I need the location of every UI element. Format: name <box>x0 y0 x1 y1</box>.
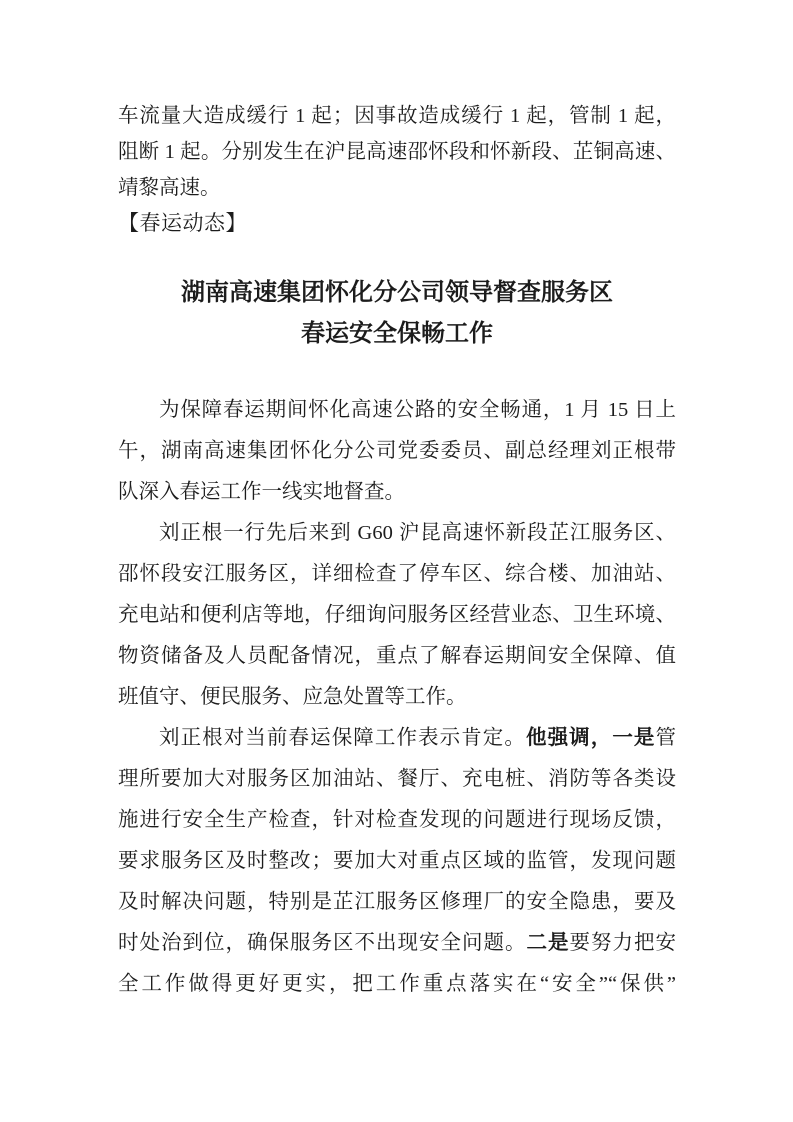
text-segment: 邵怀段安江服务区，详细检查了停车区、综合楼、加油站、 <box>118 563 676 585</box>
text-segment: 物资储备及人员配备情况，重点了解春运期间安全保障、值 <box>118 645 676 667</box>
text-segment: 管 <box>655 727 677 749</box>
page-content <box>118 98 676 1005</box>
text-line <box>118 964 676 1005</box>
text-line <box>118 472 676 513</box>
article-title-line-1: 湖南高速集团怀化分公司领导督查服务区 <box>181 279 613 306</box>
section-header: 【春运动态】 <box>118 212 247 235</box>
text-segment: 午，湖南高速集团怀化分公司党委委员、副总经理刘正根带 <box>118 440 676 462</box>
text-segment: 理所要加大对服务区加油站、餐厅、充电桩、消防等各类设 <box>118 768 676 790</box>
text-line <box>118 800 676 841</box>
continuation-paragraph <box>118 98 676 206</box>
text-segment: 班值守、便民服务、应急处置等工作。 <box>118 686 467 708</box>
text-line <box>118 882 676 923</box>
text-segment: 靖黎高速。 <box>118 177 221 199</box>
text-segment: 施进行安全生产检查，针对检查发现的问题进行现场反馈， <box>118 809 676 831</box>
text-line <box>118 554 676 595</box>
text-line <box>118 513 676 554</box>
text-line <box>118 923 676 964</box>
text-line <box>118 636 676 677</box>
text-line <box>118 431 676 472</box>
text-line <box>118 390 676 431</box>
text-segment: 车流量大造成缓行 1 起；因事故造成缓行 1 起，管制 1 起， <box>118 105 676 127</box>
article-title <box>118 272 676 354</box>
text-line <box>118 595 676 636</box>
text-segment: 要努力把安 <box>569 932 676 954</box>
text-segment: 全工作做得更好更实，把工作重点落实在“安全”“保供” <box>118 973 676 995</box>
text-segment: 队深入春运工作一线实地督查。 <box>118 481 405 503</box>
article-title-line-2: 春运安全保畅工作 <box>301 320 493 347</box>
text-line <box>118 677 676 718</box>
article-body <box>118 390 676 1005</box>
text-segment: 充电站和便利店等地，仔细询问服务区经营业态、卫生环境、 <box>118 604 676 626</box>
text-segment: 阻断 1 起。分别发生在沪昆高速邵怀段和怀新段、芷铜高速、 <box>118 141 676 163</box>
text-line <box>118 170 676 206</box>
text-line <box>118 759 676 800</box>
text-line <box>118 718 676 759</box>
text-segment: 要求服务区及时整改；要加大对重点区域的监管，发现问题 <box>118 850 676 872</box>
text-line <box>118 98 676 134</box>
text-segment: 为保障春运期间怀化高速公路的安全畅通，1 月 15 日上 <box>159 399 676 421</box>
bold-text-segment: 他强调，一是 <box>525 727 656 749</box>
text-segment: 及时解决问题，特别是芷江服务区修理厂的安全隐患，要及 <box>118 891 676 913</box>
bold-text-segment: 二是 <box>526 932 570 954</box>
text-segment: 时处治到位，确保服务区不出现安全问题。 <box>118 932 527 954</box>
text-line <box>118 134 676 170</box>
text-segment: 刘正根一行先后来到 G60 沪昆高速怀新段芷江服务区、 <box>159 522 676 544</box>
text-segment: 刘正根对当前春运保障工作表示肯定。 <box>159 727 526 749</box>
text-line <box>118 841 676 882</box>
